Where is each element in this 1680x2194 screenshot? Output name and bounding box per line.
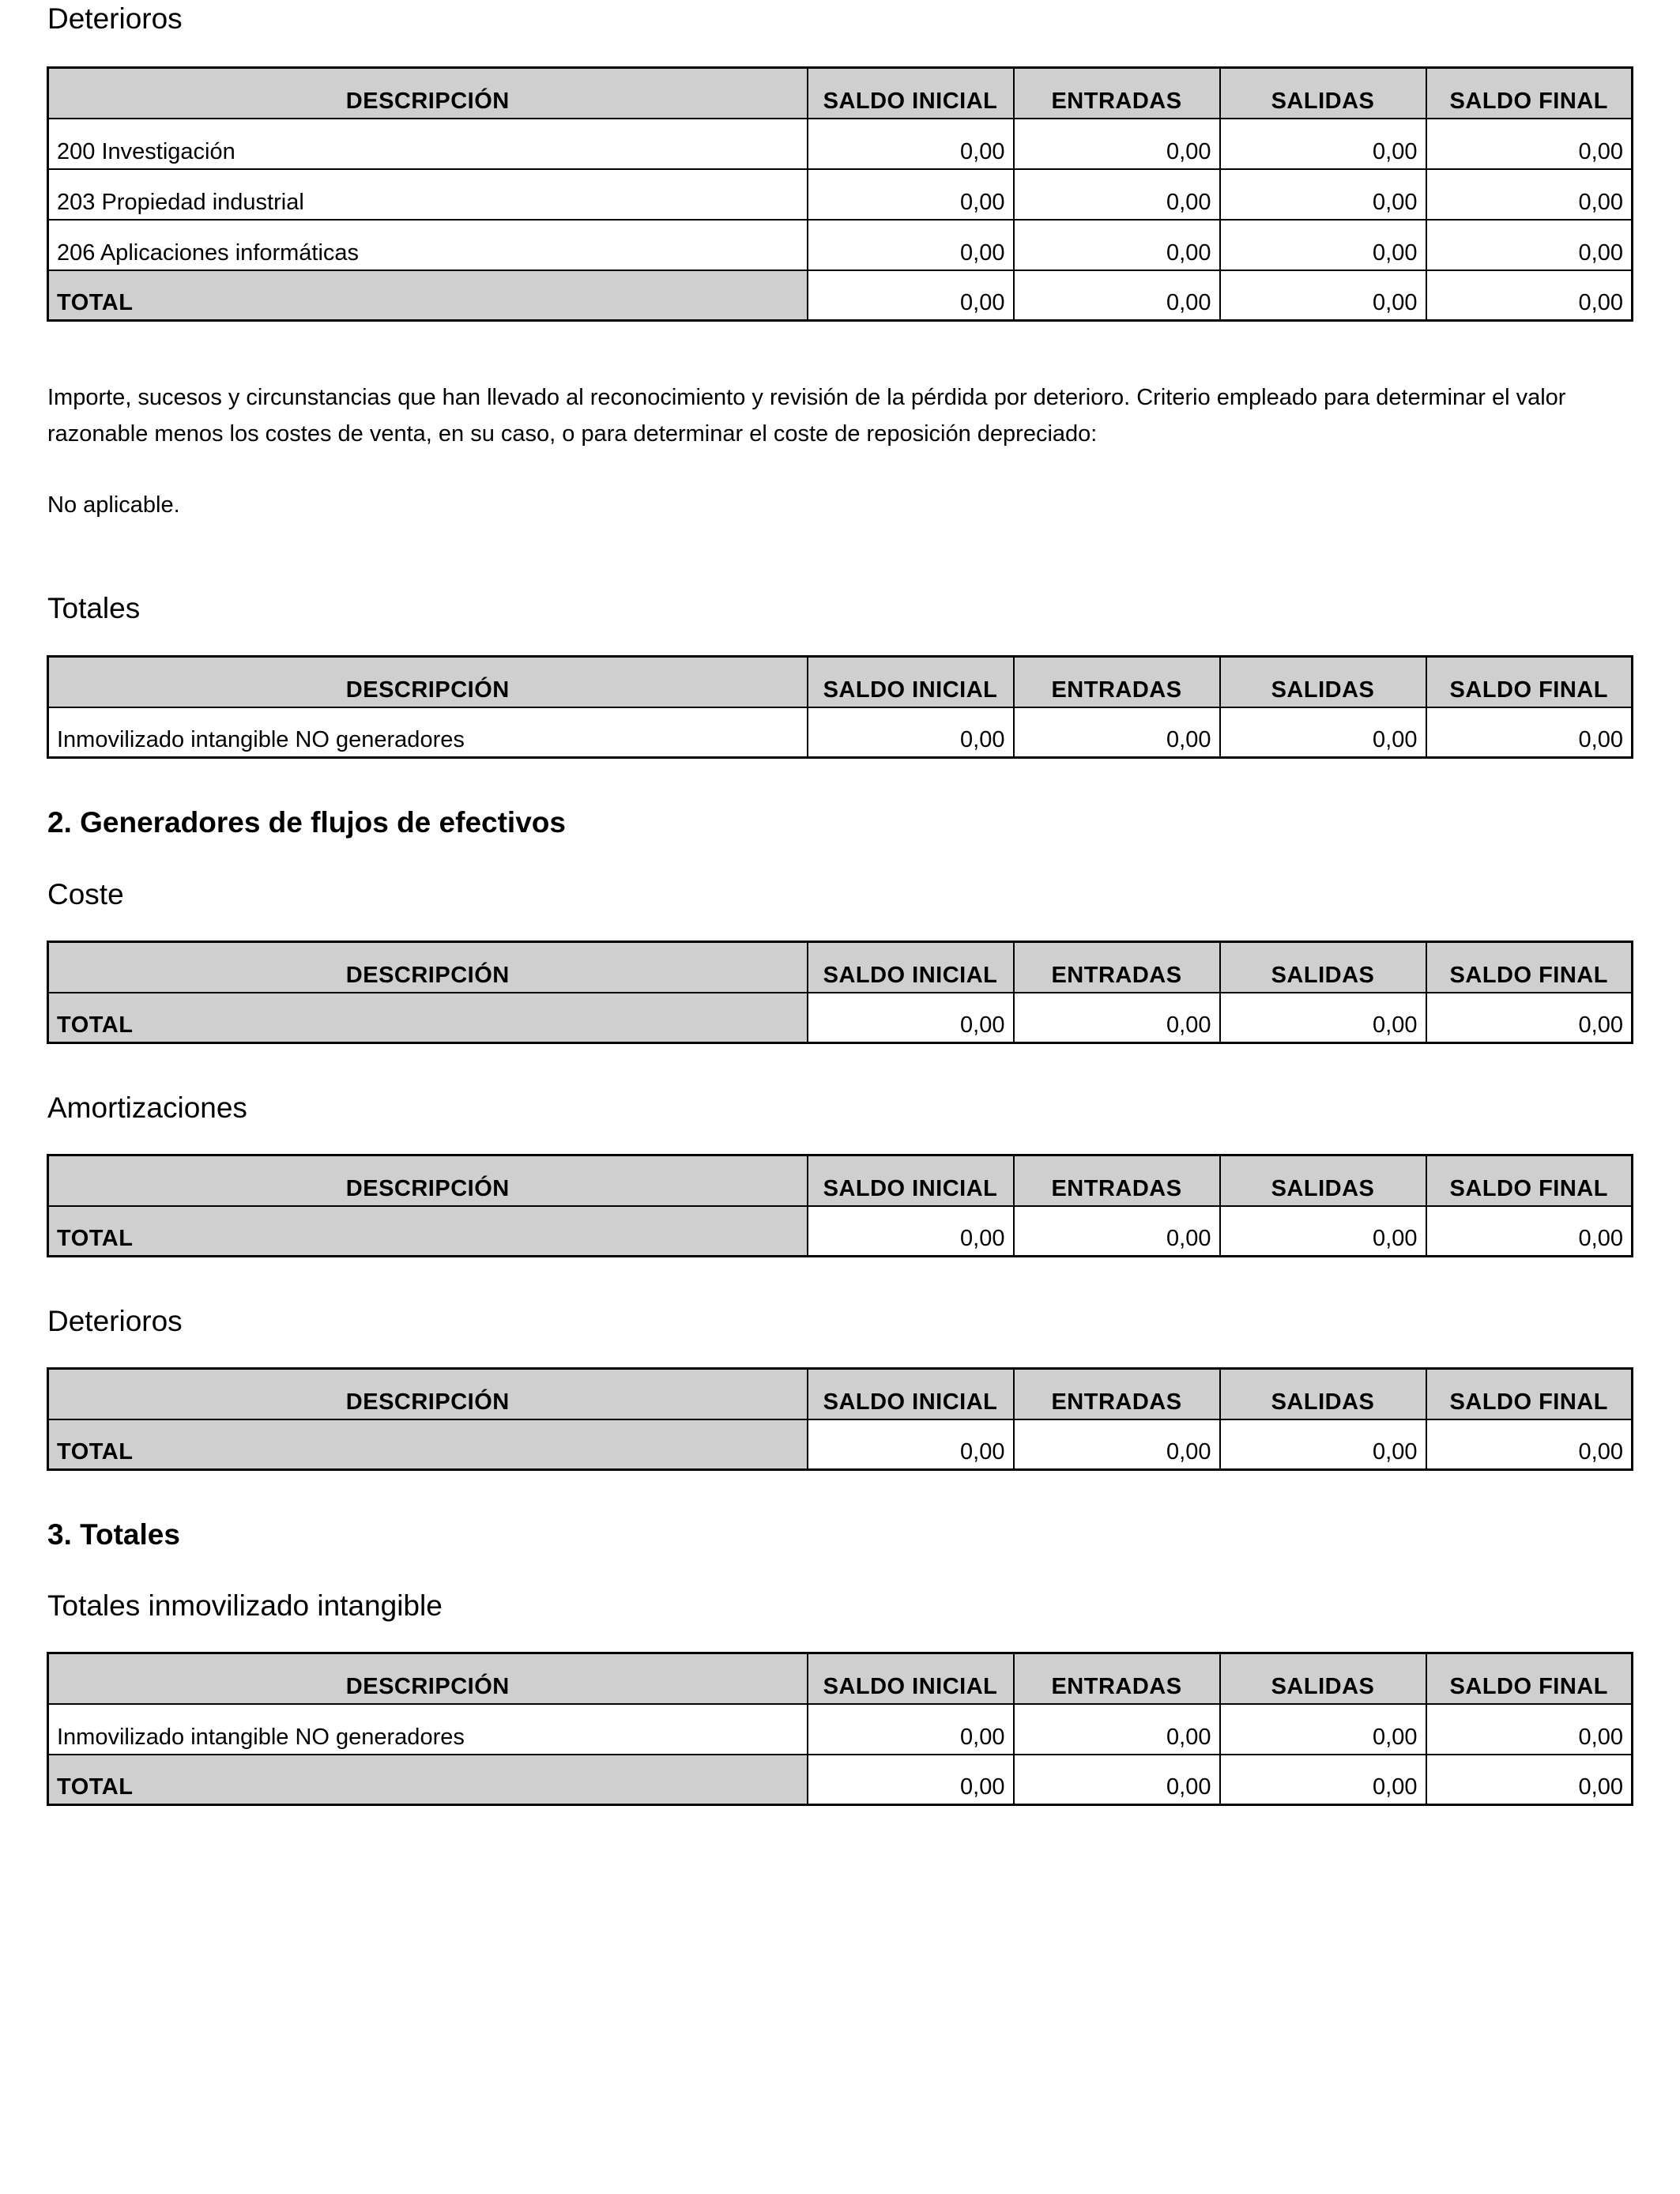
amount-cell: 0,00 — [808, 993, 1014, 1043]
column-header: SALDO FINAL — [1426, 1369, 1633, 1419]
total-row — [48, 993, 1633, 1043]
table-body — [48, 1419, 1633, 1470]
amount-cell: 0,00 — [1426, 1755, 1633, 1805]
column-header: SALIDAS — [1220, 1155, 1426, 1206]
column-header: ENTRADAS — [1014, 942, 1220, 993]
amount-cell: 0,00 — [808, 707, 1014, 758]
header-row — [48, 68, 1633, 119]
column-header: ENTRADAS — [1014, 657, 1220, 707]
column-header: DESCRIPCIÓN — [48, 1155, 808, 1206]
column-header: SALDO INICIAL — [808, 1369, 1014, 1419]
column-header: SALDO FINAL — [1426, 1653, 1633, 1704]
row-description: TOTAL — [48, 270, 808, 321]
subsection-heading: Deterioros — [47, 1305, 183, 1337]
column-header: SALIDAS — [1220, 1369, 1426, 1419]
header-row — [48, 657, 1633, 707]
table-header — [48, 68, 1633, 119]
column-header: SALDO INICIAL — [808, 1155, 1014, 1206]
column-header: DESCRIPCIÓN — [48, 1369, 808, 1419]
amount-cell: 0,00 — [808, 270, 1014, 321]
table-row — [48, 169, 1633, 220]
subsection-heading: Amortizaciones — [47, 1091, 247, 1124]
amount-cell: 0,00 — [1220, 169, 1426, 220]
row-description: 203 Propiedad industrial — [48, 169, 808, 220]
total-row — [48, 1755, 1633, 1805]
table-row — [48, 119, 1633, 169]
amount-cell: 0,00 — [1426, 169, 1633, 220]
column-header: SALDO FINAL — [1426, 68, 1633, 119]
amount-cell: 0,00 — [1220, 993, 1426, 1043]
amount-cell: 0,00 — [808, 119, 1014, 169]
table-row — [48, 1704, 1633, 1755]
row-description: TOTAL — [48, 1755, 808, 1805]
amount-cell: 0,00 — [808, 220, 1014, 270]
amount-cell: 0,00 — [1014, 1206, 1220, 1257]
paragraph: No aplicable. — [47, 492, 180, 518]
column-header: SALIDAS — [1220, 1653, 1426, 1704]
column-header: SALIDAS — [1220, 942, 1426, 993]
subsection-heading: Totales — [47, 592, 141, 624]
amount-cell: 0,00 — [808, 1419, 1014, 1470]
amount-cell: 0,00 — [1014, 169, 1220, 220]
data-table — [47, 655, 1633, 759]
table-header — [48, 657, 1633, 707]
row-description: 200 Investigación — [48, 119, 808, 169]
column-header: SALDO FINAL — [1426, 1155, 1633, 1206]
amount-cell: 0,00 — [1220, 270, 1426, 321]
column-header: SALDO INICIAL — [808, 657, 1014, 707]
table-header — [48, 1155, 1633, 1206]
amount-cell: 0,00 — [1426, 220, 1633, 270]
amount-cell: 0,00 — [1220, 1206, 1426, 1257]
column-header: SALDO FINAL — [1426, 657, 1633, 707]
table-body — [48, 1704, 1633, 1805]
amount-cell: 0,00 — [1014, 1419, 1220, 1470]
table-header — [48, 1653, 1633, 1704]
row-description: Inmovilizado intangible NO generadores — [48, 707, 808, 758]
column-header: DESCRIPCIÓN — [48, 657, 808, 707]
amount-cell: 0,00 — [1220, 1419, 1426, 1470]
total-row — [48, 1419, 1633, 1470]
amount-cell: 0,00 — [1220, 220, 1426, 270]
amount-cell: 0,00 — [1014, 1704, 1220, 1755]
table-header — [48, 942, 1633, 993]
column-header: ENTRADAS — [1014, 1653, 1220, 1704]
total-row — [48, 270, 1633, 321]
column-header: DESCRIPCIÓN — [48, 942, 808, 993]
data-table — [47, 1652, 1633, 1806]
amount-cell: 0,00 — [808, 1755, 1014, 1805]
table-row — [48, 707, 1633, 758]
amount-cell: 0,00 — [1014, 993, 1220, 1043]
amount-cell: 0,00 — [1220, 119, 1426, 169]
header-row — [48, 1369, 1633, 1419]
header-row — [48, 1653, 1633, 1704]
column-header: ENTRADAS — [1014, 68, 1220, 119]
amount-cell: 0,00 — [808, 169, 1014, 220]
section-heading: 2. Generadores de flujos de efectivos — [47, 806, 566, 839]
amount-cell: 0,00 — [1426, 270, 1633, 321]
subsection-heading: Totales inmovilizado intangible — [47, 1589, 443, 1622]
column-header: SALIDAS — [1220, 68, 1426, 119]
header-row — [48, 1155, 1633, 1206]
column-header: SALDO FINAL — [1426, 942, 1633, 993]
amount-cell: 0,00 — [1426, 119, 1633, 169]
subsection-heading: Coste — [47, 878, 124, 910]
table-row — [48, 220, 1633, 270]
amount-cell: 0,00 — [1014, 220, 1220, 270]
column-header: SALIDAS — [1220, 657, 1426, 707]
amount-cell: 0,00 — [1014, 119, 1220, 169]
amount-cell: 0,00 — [1014, 270, 1220, 321]
data-table — [47, 66, 1633, 322]
table-body — [48, 707, 1633, 758]
amount-cell: 0,00 — [1426, 707, 1633, 758]
column-header: ENTRADAS — [1014, 1155, 1220, 1206]
row-description: Inmovilizado intangible NO generadores — [48, 1704, 808, 1755]
amount-cell: 0,00 — [1426, 1206, 1633, 1257]
table-body — [48, 993, 1633, 1043]
table-body — [48, 1206, 1633, 1257]
column-header: ENTRADAS — [1014, 1369, 1220, 1419]
subsection-heading: Deterioros — [47, 2, 183, 35]
amount-cell: 0,00 — [808, 1206, 1014, 1257]
amount-cell: 0,00 — [1220, 1704, 1426, 1755]
row-description: 206 Aplicaciones informáticas — [48, 220, 808, 270]
row-description: TOTAL — [48, 1419, 808, 1470]
column-header: DESCRIPCIÓN — [48, 68, 808, 119]
amount-cell: 0,00 — [1220, 707, 1426, 758]
amount-cell: 0,00 — [1220, 1755, 1426, 1805]
amount-cell: 0,00 — [1426, 993, 1633, 1043]
header-row — [48, 942, 1633, 993]
column-header: SALDO INICIAL — [808, 68, 1014, 119]
data-table — [47, 941, 1633, 1044]
table-body — [48, 119, 1633, 321]
column-header: SALDO INICIAL — [808, 942, 1014, 993]
data-table — [47, 1367, 1633, 1471]
amount-cell: 0,00 — [1014, 1755, 1220, 1805]
amount-cell: 0,00 — [1426, 1419, 1633, 1470]
row-description: TOTAL — [48, 993, 808, 1043]
amount-cell: 0,00 — [1014, 707, 1220, 758]
amount-cell: 0,00 — [1426, 1704, 1633, 1755]
column-header: SALDO INICIAL — [808, 1653, 1014, 1704]
table-header — [48, 1369, 1633, 1419]
paragraph: Importe, sucesos y circunstancias que han llevado al reconocimiento y revisión de la pérdida por deterioro. Criterio empleado para determinar el valor razonable menos los costes de venta, en su caso, o para determinar el coste de reposición depreciado: — [47, 385, 1566, 447]
row-description: TOTAL — [48, 1206, 808, 1257]
data-table — [47, 1154, 1633, 1257]
total-row — [48, 1206, 1633, 1257]
section-heading: 3. Totales — [47, 1518, 180, 1551]
column-header: DESCRIPCIÓN — [48, 1653, 808, 1704]
amount-cell: 0,00 — [808, 1704, 1014, 1755]
